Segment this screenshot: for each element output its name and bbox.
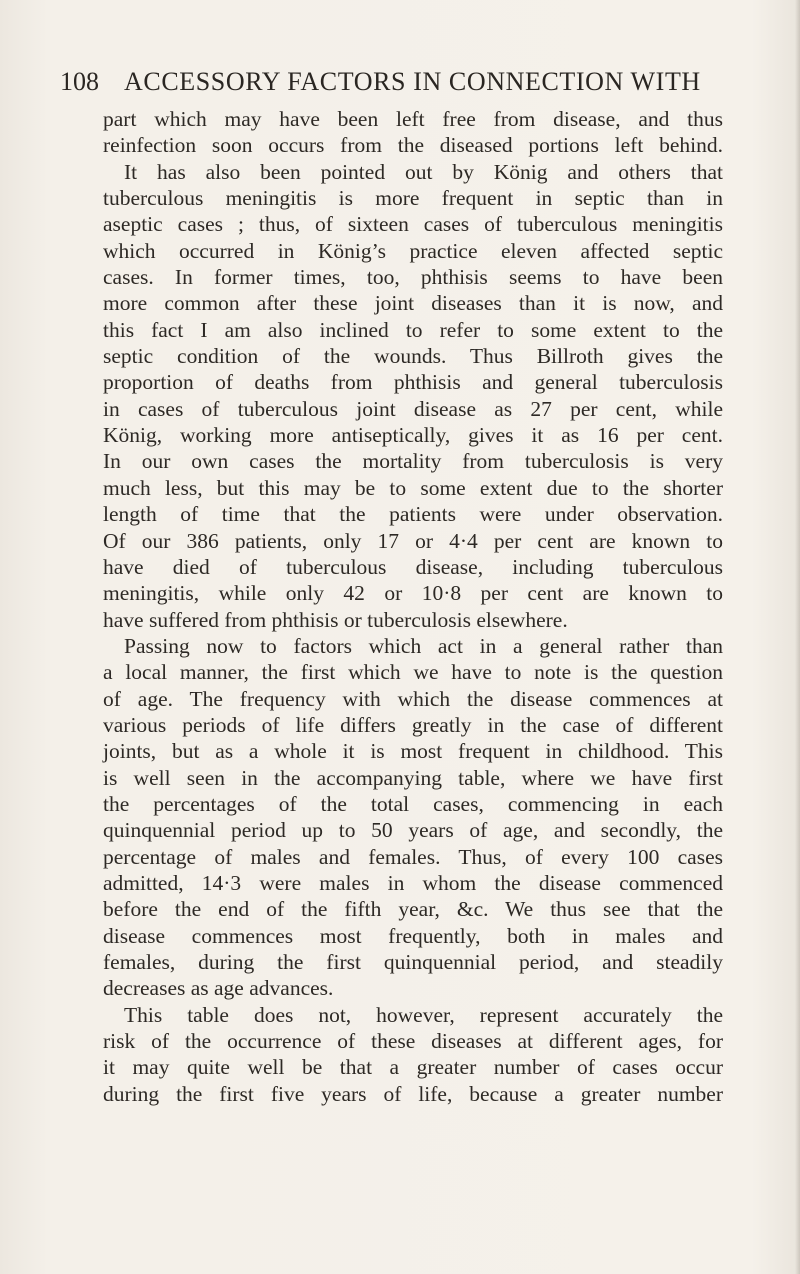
text-line: during the first five years of life, because a greater number — [103, 1081, 723, 1106]
text-line: it may quite well be that a greater number of cases occur — [103, 1055, 723, 1080]
page-edge-shadow — [795, 0, 800, 1274]
text-line: the percentages of the total cases, commencing in each — [103, 791, 723, 816]
text-line: joints, but as a whole it is most frequent in childhood. This — [103, 739, 723, 764]
text-line: of age. The frequency with which the disease commences at — [103, 686, 723, 711]
text-line: septic condition of the wounds. Thus Billroth gives the — [103, 344, 723, 369]
running-title: ACCESSORY FACTORS IN CONNECTION WITH — [124, 67, 701, 96]
text-line: Of our 386 patients, only 17 or 4·4 per cent are known to — [103, 528, 723, 553]
text-line: aseptic cases ; thus, of sixteen cases of tuberculous meningitis — [103, 212, 723, 237]
text-line: a local manner, the first which we have to note is the question — [103, 660, 723, 685]
paragraph-start-line: Passing now to factors which act in a general rather than — [124, 633, 723, 658]
text-line: König, working more antiseptically, gives it as 16 per cent. — [103, 423, 723, 448]
text-line: part which may have been left free from disease, and thus — [103, 107, 723, 131]
text-line: more common after these joint diseases than it is now, and — [103, 291, 723, 316]
paragraph-start-line: It has also been pointed out by König and others that — [124, 159, 723, 184]
text-line: tuberculous meningitis is more frequent in septic than in — [103, 186, 723, 211]
page-number: 108 — [60, 67, 99, 96]
paragraph-start-line: This table does not, however, represent accurately the — [124, 1002, 723, 1027]
text-line: quinquennial period up to 50 years of age, and secondly, the — [103, 818, 723, 843]
text-line: much less, but this may be to some extent due to the shorter — [103, 475, 723, 500]
text-line: cases. In former times, too, phthisis seems to have been — [103, 265, 723, 290]
text-line: risk of the occurrence of these diseases at different ages, for — [103, 1029, 723, 1054]
text-line: before the end of the fifth year, &c. We thus see that the — [103, 897, 723, 922]
body-text — [103, 106, 723, 1107]
text-line: proportion of deaths from phthisis and general tuberculosis — [103, 370, 723, 395]
text-line: which occurred in König’s practice eleven affected septic — [103, 238, 723, 263]
text-line: disease commences most frequently, both in males and — [103, 923, 723, 948]
text-line: this fact I am also inclined to refer to some extent to the — [103, 317, 723, 342]
text-line: length of time that the patients were under observation. — [103, 502, 723, 527]
paragraph-end-line: have suffered from phthisis or tuberculosis elsewhere. — [103, 607, 568, 632]
text-line: have died of tuberculous disease, including tuberculous — [103, 554, 723, 579]
text-line: reinfection soon occurs from the diseased portions left behind. — [103, 133, 723, 158]
text-line: In our own cases the mortality from tuberculosis is very — [103, 449, 723, 474]
text-line: various periods of life differs greatly in the case of different — [103, 712, 723, 737]
text-line: females, during the first quinquennial period, and steadily — [103, 950, 723, 974]
paragraph-end-line: decreases as age advances. — [103, 976, 334, 1001]
running-header — [60, 67, 720, 107]
text-line: is well seen in the accompanying table, where we have first — [103, 765, 723, 790]
text-line: in cases of tuberculous joint disease as 27 per cent, while — [103, 396, 723, 421]
text-line: admitted, 14·3 were males in whom the disease commenced — [103, 870, 723, 895]
text-line: percentage of males and females. Thus, of every 100 cases — [103, 844, 723, 869]
text-line: meningitis, while only 42 or 10·8 per cent are known to — [103, 581, 723, 606]
